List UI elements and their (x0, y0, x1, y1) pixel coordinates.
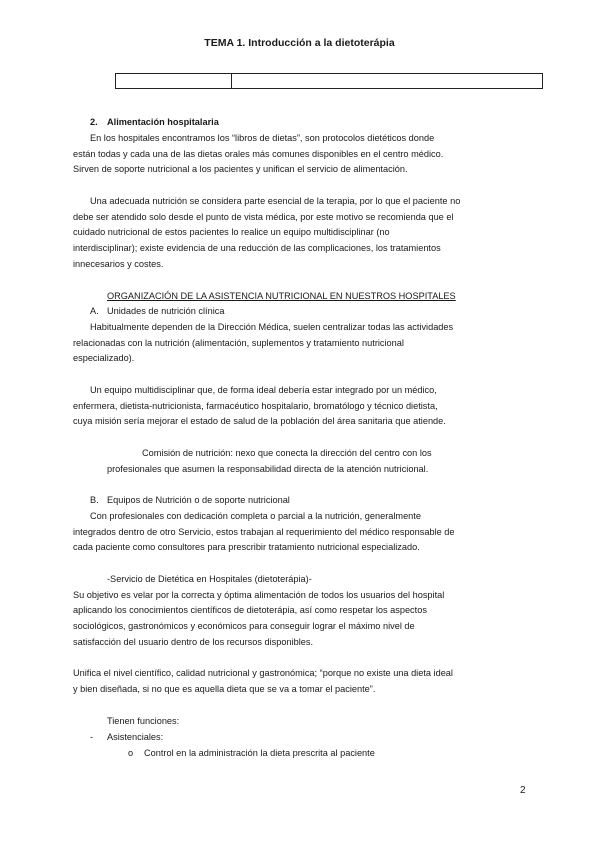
paragraph-line: sociológicos, gastronómicos y económicos para conseguir lograr el máximo nivel de (73, 621, 415, 631)
table-cell (232, 74, 542, 88)
bullet-dash: - (90, 732, 94, 742)
service-heading: -Servicio de Dietética en Hospitales (dietoterápia)- (107, 574, 312, 584)
functions-label: Tienen funciones: (107, 716, 180, 726)
paragraph-line: enfermera, dietista-nutricionista, farmacéutico hospitalario, bromatólogo y técnico dietista, (73, 401, 438, 411)
subsection-title: Equipos de Nutrición o de soporte nutricional (107, 495, 290, 505)
paragraph-line: Con profesionales con dedicación completa o parcial a la nutrición, generalmente (90, 511, 421, 521)
list-letter: B. (90, 495, 99, 505)
paragraph-line: Su objetivo es velar por la correcta y óptima alimentación de todos los usuarios del hospital (73, 590, 445, 600)
paragraph-line: están todas y cada una de las dietas orales más comunes disponibles en el centro médico. (73, 149, 444, 159)
paragraph-line: Unifica el nivel científico, calidad nutricional y gastronómica; “porque no existe una dieta ideal (73, 668, 453, 678)
paragraph-line: cuidado nutricional de estos pacientes lo realice un equipo multidisciplinar (no (73, 227, 390, 237)
section-number: 2. (90, 117, 98, 127)
list-item: Control en la administración la dieta prescrita al paciente (144, 748, 375, 758)
subsection-title: Unidades de nutrición clínica (107, 306, 225, 316)
paragraph-line: aplicando los conocimientos científicos de dietoterápia, así como respetar los aspectos (73, 605, 427, 615)
paragraph-line: innecesarios y costes. (73, 259, 164, 269)
paragraph-line: especializado). (73, 353, 135, 363)
table-cell (116, 74, 232, 88)
page-number: 2 (520, 785, 526, 796)
paragraph-line: integrados dentro de otro Servicio, estos trabajan al requerimiento del médico responsable de (73, 527, 455, 537)
paragraph-line: Comisión de nutrición: nexo que conecta la dirección del centro con los (142, 448, 432, 458)
page-title: TEMA 1. Introducción a la dietoterápia (204, 37, 395, 49)
paragraph-line: cada paciente como consultores para prescribir tratamiento nutricional especializado. (73, 542, 420, 552)
paragraph-line: Habitualmente dependen de la Dirección Médica, suelen centralizar todas las actividades (90, 322, 454, 332)
paragraph-line: Sirven de soporte nutricional a los pacientes y unifican el servicio de alimentación. (73, 164, 408, 174)
paragraph-line: relacionadas con la nutrición (alimentación, suplementos y tratamiento nutricional (73, 338, 404, 348)
paragraph-line: y bien diseñada, si no que es aquella dieta que se va a tomar el paciente”. (73, 684, 376, 694)
section-heading: Alimentación hospitalaria (107, 117, 219, 127)
paragraph-line: debe ser atendido solo desde el punto de vista médica, por este motivo se recomienda que el (73, 212, 454, 222)
list-letter: A. (90, 306, 99, 316)
paragraph-line: interdisciplinar); existe evidencia de una reducción de las complicaciones, los tratamientos (73, 243, 441, 253)
paragraph-line: cuya misión sería mejorar el estado de salud de la población del área sanitaria que atiende. (73, 416, 446, 426)
paragraph-line: profesionales que asumen la responsabilidad directa de la atención nutricional. (107, 464, 429, 474)
paragraph-line: Un equipo multidisciplinar que, de forma ideal debería estar integrado por un médico, (90, 385, 437, 395)
list-item: Asistenciales: (107, 732, 164, 742)
paragraph-line: Una adecuada nutrición se considera parte esencial de la terapia, por lo que el paciente no (90, 196, 461, 206)
sub-bullet: o (128, 748, 134, 758)
paragraph-line: satisfacción del usuario dentro de los recursos disponibles. (73, 637, 314, 647)
organization-heading: ORGANIZACIÓN DE LA ASISTENCIA NUTRICIONAL EN NUESTROS HOSPITALES (107, 291, 456, 301)
paragraph-line: En los hospitales encontramos los “libros de dietas”, son protocolos dietéticos donde (90, 133, 435, 143)
header-table (115, 73, 543, 89)
